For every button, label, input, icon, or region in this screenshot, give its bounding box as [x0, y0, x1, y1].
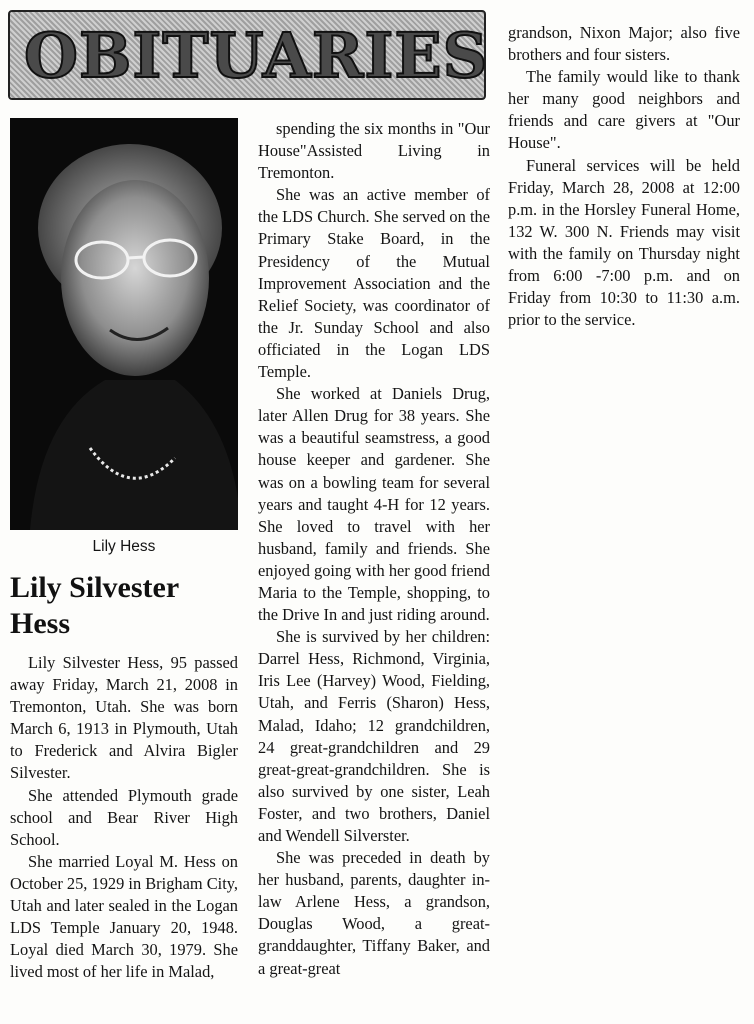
section-title: OBITUARIES — [24, 19, 489, 92]
obituary-headline: Lily Silvester Hess — [10, 571, 179, 640]
text-column-1 — [10, 652, 238, 983]
paragraph: She was preceded in death by her husband, parents, daughter in- law Arlene Hess, a grandson, Douglas Wood, a great-granddaughter, Tiffany Baker, and a great-great — [258, 848, 490, 978]
paragraph: Lily Silvester Hess, 95 passed away Friday, March 21, 2008 in Tremonton, Utah. She was born March 6, 1913 in Plymouth, Utah to Frederick and Alvira Bigler Silvester. — [10, 653, 238, 783]
photo-caption: Lily Hess — [92, 538, 156, 555]
paragraph: She married Loyal M. Hess on October 25, 1929 in Brigham City, Utah and later sealed in the Logan LDS Temple January 20, 1948. Loyal died March 30, 1979. She lived most of her life in Malad, — [10, 851, 238, 982]
paragraph: The family would like to thank her many good neighbors and friends and care givers at "Our House". — [508, 67, 740, 153]
paragraph: Funeral services will be held Friday, March 28, 2008 at 12:00 p.m. in the Horsley Funeral Home, 132 W. 300 N. Friends may visit with the family on Thursday night from 6:00 -7:00 p.m. and on Friday from 10:30 to 11:30 a.m. prior to the service. — [508, 155, 740, 330]
text-column-2 — [258, 118, 490, 980]
paragraph: She worked at Daniels Drug, later Allen Drug for 38 years. She was a beautiful seamstress, a good house keeper and gardener. She was on a bowling team for several years and taught 4-H for 12 years. She loved to travel with her husband, family and friends. She enjoyed going with her good friend Maria to the Temple, shopping, to the Drive In and just riding around. — [258, 384, 490, 625]
paragraph: She is survived by her children: Darrel Hess, Richmond, Virginia, Iris Lee (Harvey) Wood, Fielding, Utah, and Ferris (Sharon) Hess, Malad, Idaho; 12 grandchildren, 24 great-grandchildren and 29 great-great-grandchildren. She is also survived by one sister, Leah Foster, and two brothers, Daniel and Wendell Silverster. — [258, 627, 490, 845]
text-column-3 — [508, 22, 740, 331]
paragraph: spending the six months in "Our House"Assisted Living in Tremonton. — [258, 119, 490, 183]
paragraph: grandson, Nixon Major; also five brothers and four sisters. — [508, 23, 740, 65]
section-banner — [8, 10, 489, 100]
portrait-photo — [10, 118, 238, 530]
paragraph: She was an active member of the LDS Church. She served on the Primary Stake Board, in the Presidency of the Mutual Improvement Association and the Relief Society, was coordinator of the Jr. Sunday School and also officiated in the Logan LDS Temple. — [258, 185, 490, 382]
paragraph: She attended Plymouth grade school and Bear River High School. — [10, 785, 238, 849]
